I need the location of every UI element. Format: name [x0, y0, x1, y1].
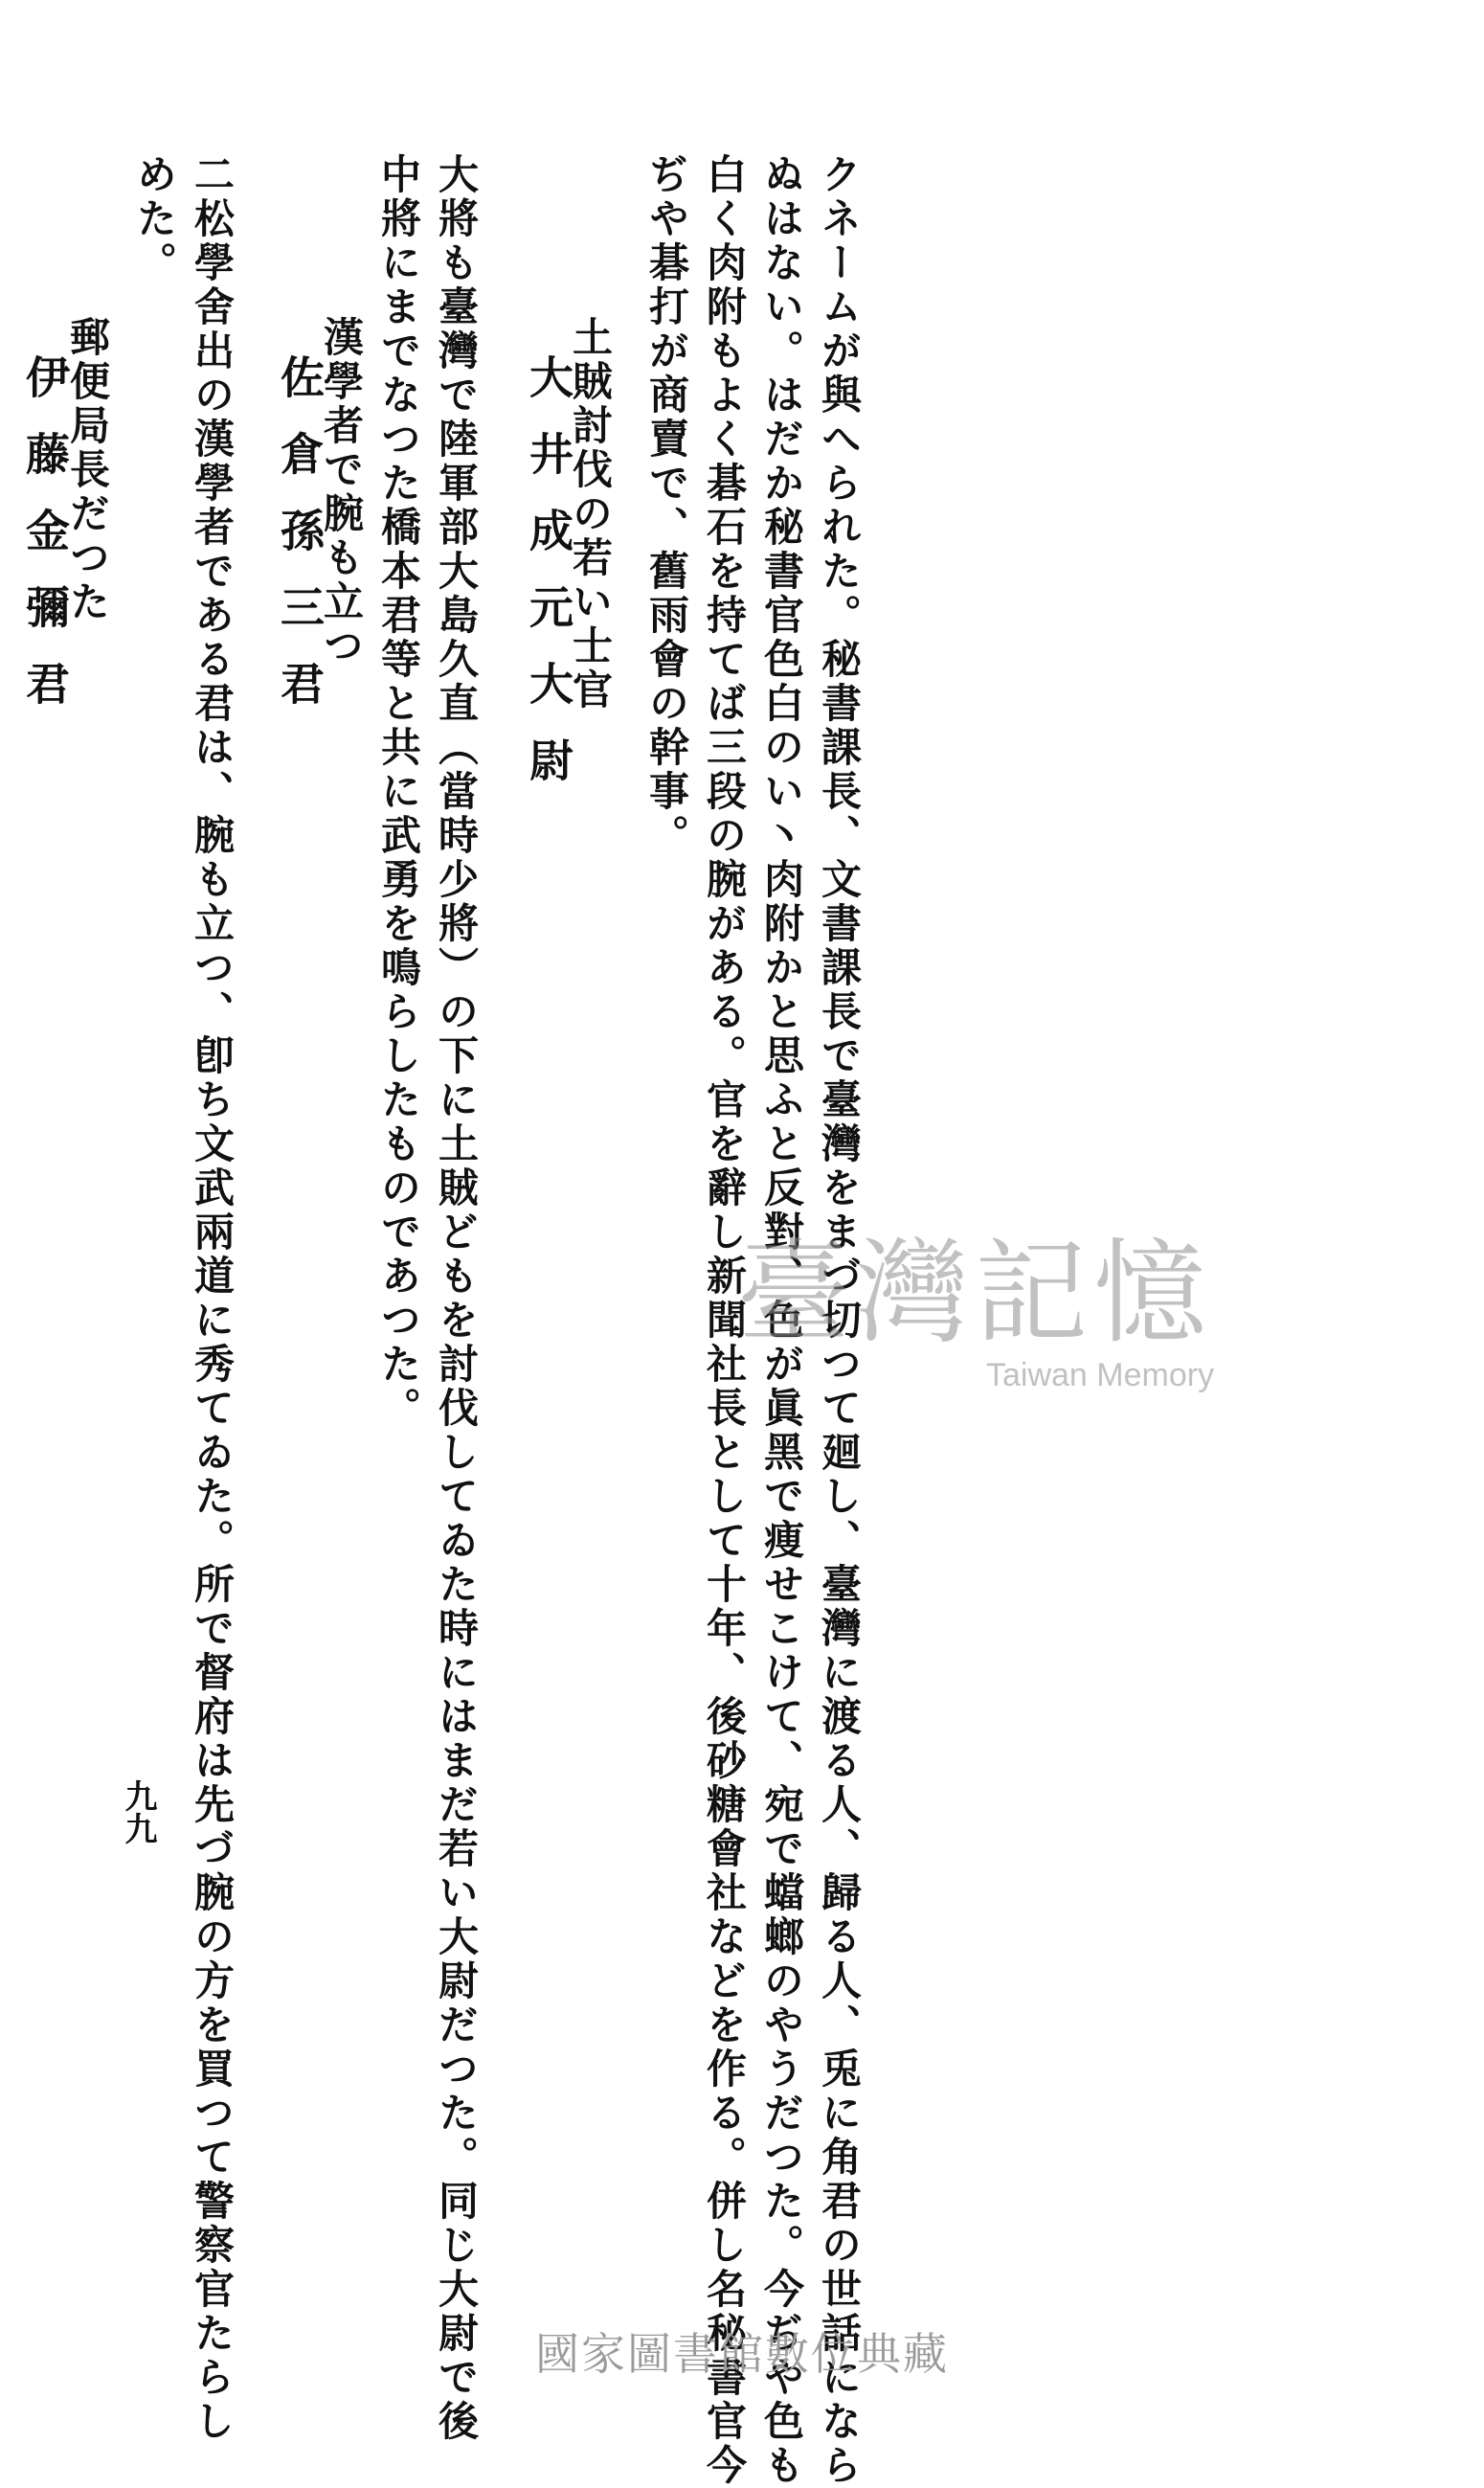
- person-name: 大井成元大尉: [523, 354, 574, 814]
- person-name: 佐倉孫三君: [274, 354, 326, 737]
- text-line: 二松學舍出の漢學者である君は、腕も立つ、卽ち文武兩道に秀てゐた。所で督府は先づ腕の方を買つて警察官たらし: [189, 153, 236, 2444]
- text-line: ぬはない。はだか秘書官色白のい丶肉附かと思ふと反對、色が眞黑で痩せこけて、宛で蟷螂のやうだつた。今ぢや色も: [758, 153, 805, 2488]
- footer-caption: 國家圖書館數位典藏: [535, 2328, 949, 2380]
- text-line: クネームが與へられた。秘書課長、文書課長で臺灣をまづ切つて廻し、臺灣に渡る人、歸る人、兎に角君の世話になら: [816, 153, 863, 2488]
- watermark-logo: [737, 1202, 1214, 1394]
- page-number: 九九: [119, 1779, 157, 1844]
- text-line: 白く肉附もよく碁石を持てば三段の腕がある。官を辭し新聞社長として十年、後砂糖會社などを作る。併し名秘書官今: [701, 153, 748, 2488]
- watermark-sub-text: Taiwan Memory: [986, 1357, 1215, 1393]
- text-line: ぢや碁打が商賣で、舊雨會の幹事。: [643, 153, 690, 858]
- text-line: 大將も臺灣で陸軍部大島久直（當時少將）の下に土賊どもを討伐してゐた時にはまだ若い大尉だつた。同じ大尉で後: [433, 153, 480, 2444]
- section-subtitle: 土賊討伐の若い士官: [567, 316, 614, 712]
- section-subtitle: 漢學者で腕も立つ: [318, 316, 365, 668]
- text-line: 中將にまでなつた橋本君等と共に武勇を鳴らしたものであつた。: [375, 153, 422, 1431]
- watermark-main-text: 臺灣記憶: [737, 1227, 1213, 1359]
- text-line: めた。: [131, 153, 178, 285]
- section-subtitle: 郵便局長だつた: [64, 316, 111, 624]
- person-name: 伊藤金彌君: [19, 354, 71, 737]
